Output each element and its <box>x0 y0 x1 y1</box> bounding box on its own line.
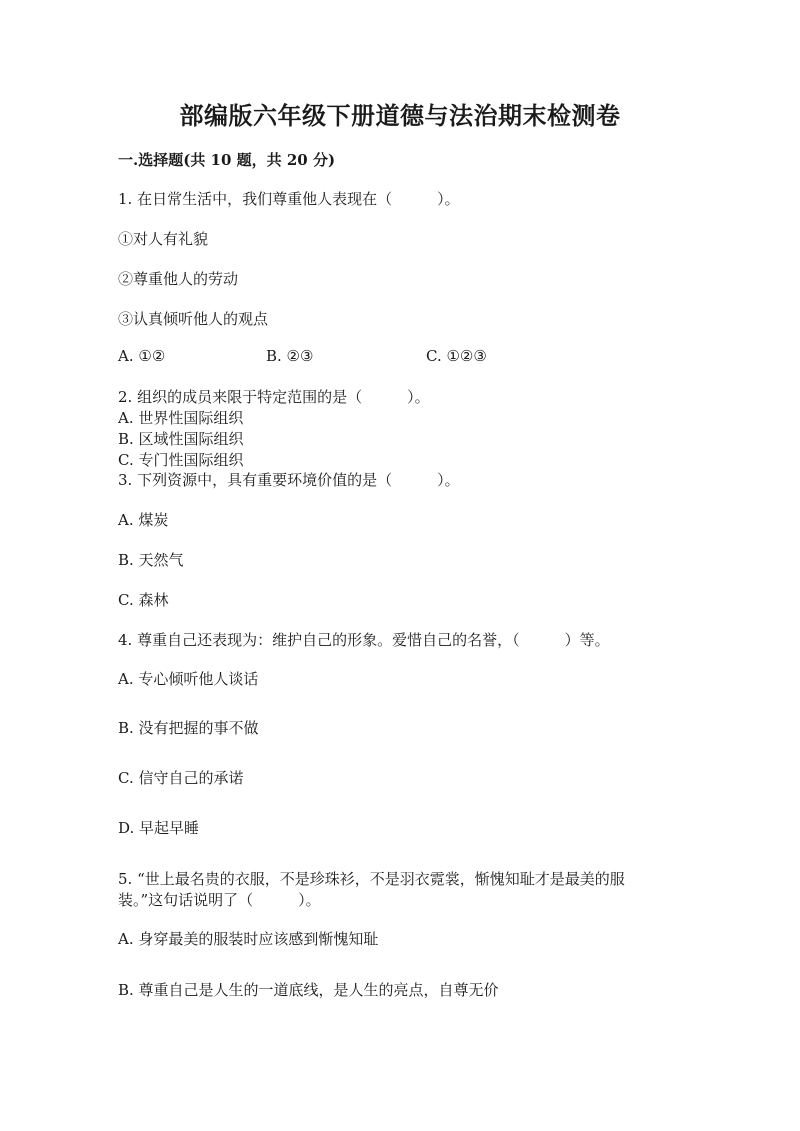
question-3-stem: 3. 下列资源中，具有重要环境价值的是（ ）。 <box>118 471 460 489</box>
question-3-option-a[interactable]: A. 煤炭 <box>118 511 169 529</box>
section-heading: 一.选择题(共 10 题，共 20 分) <box>118 151 336 169</box>
question-1-stem: 1. 在日常生活中，我们尊重他人表现在（ ）。 <box>118 190 460 208</box>
question-1-item-2: ②尊重他人的劳动 <box>118 270 239 288</box>
question-5-option-a[interactable]: A. 身穿最美的服装时应该感到惭愧知耻 <box>118 930 379 948</box>
question-3-option-c[interactable]: C. 森林 <box>118 591 169 609</box>
question-1-option-a[interactable]: A. ①② <box>118 347 166 365</box>
question-1-option-b[interactable]: B. ②③ <box>266 347 314 365</box>
question-1-option-c[interactable]: C. ①②③ <box>426 347 487 365</box>
question-2-option-a[interactable]: A. 世界性国际组织 <box>118 409 244 427</box>
question-2-option-c[interactable]: C. 专门性国际组织 <box>118 451 244 469</box>
question-4-option-b[interactable]: B. 没有把握的事不做 <box>118 719 259 737</box>
question-5-stem-line-1: 5. “世上最名贵的衣服，不是珍珠衫，不是羽衣霓裳，惭愧知耻才是最美的服 <box>118 870 625 888</box>
question-4-stem: 4. 尊重自己还表现为：维护自己的形象。爱惜自己的名誉，（ ）等。 <box>118 631 610 649</box>
question-1-item-3: ③认真倾听他人的观点 <box>118 310 269 328</box>
page-title: 部编版六年级下册道德与法治期末检测卷 <box>179 101 621 130</box>
question-5-option-b[interactable]: B. 尊重自己是人生的一道底线，是人生的亮点，自尊无价 <box>118 981 499 999</box>
question-3-option-b[interactable]: B. 天然气 <box>118 551 184 569</box>
question-1-item-1: ①对人有礼貌 <box>118 230 209 248</box>
question-5-stem-line-2: 装。”这句话说明了（ ）。 <box>118 891 321 909</box>
question-2-option-b[interactable]: B. 区域性国际组织 <box>118 430 244 448</box>
question-2-stem: 2. 组织的成员来限于特定范围的是（ ）。 <box>118 388 430 406</box>
question-4-option-a[interactable]: A. 专心倾听他人谈话 <box>118 670 259 688</box>
question-4-option-d[interactable]: D. 早起早睡 <box>118 819 200 837</box>
question-4-option-c[interactable]: C. 信守自己的承诺 <box>118 769 244 787</box>
